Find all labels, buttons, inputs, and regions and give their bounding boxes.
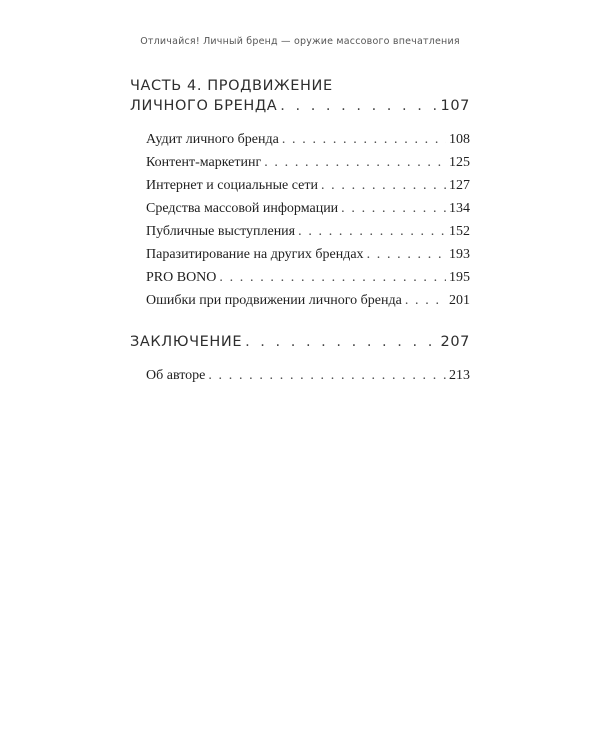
- toc-entry: [146, 151, 470, 174]
- table-of-contents: [130, 76, 470, 387]
- toc-entry: [146, 364, 470, 387]
- part-title-line1: ЧАСТЬ 4. ПРОДВИЖЕНИЕ: [130, 78, 333, 94]
- chapter-page-number: 125: [449, 155, 470, 170]
- toc-entry: [146, 197, 470, 220]
- part-title-line2: ЛИЧНОГО БРЕНДА: [130, 98, 278, 114]
- part-title-row: [130, 96, 470, 116]
- toc-entry: [146, 243, 470, 266]
- toc-entry: [146, 266, 470, 289]
- about-title: Об авторе: [146, 368, 206, 383]
- part-page-number: 107: [440, 98, 470, 114]
- leader-dots: [280, 96, 437, 116]
- leader-dots: [298, 220, 446, 243]
- running-head: Отличайся! Личный бренд — оружие массового впечатления: [140, 36, 460, 47]
- chapter-title: Аудит личного бренда: [146, 132, 279, 147]
- chapter-list: [146, 128, 470, 312]
- leader-dots: [367, 243, 446, 266]
- chapter-page-number: 195: [449, 270, 470, 285]
- about-page-number: 213: [449, 368, 470, 383]
- toc-entry: [146, 128, 470, 151]
- chapter-page-number: 201: [449, 293, 470, 308]
- leader-dots: [208, 364, 446, 387]
- chapter-title: PRO BONO: [146, 270, 217, 285]
- chapter-page-number: 127: [449, 178, 470, 193]
- leader-dots: [264, 151, 446, 174]
- conclusion-page-number: 207: [440, 334, 470, 350]
- toc-entry: [146, 174, 470, 197]
- chapter-title: Интернет и социальные сети: [146, 178, 318, 193]
- chapter-page-number: 152: [449, 224, 470, 239]
- after-list: [146, 364, 470, 387]
- leader-dots: [341, 197, 446, 220]
- leader-dots: [321, 174, 446, 197]
- chapter-title: Средства массовой информации: [146, 201, 339, 216]
- chapter-title: Публичные выступления: [146, 224, 296, 239]
- toc-entry: [146, 220, 470, 243]
- part-heading: [130, 76, 470, 116]
- toc-entry: [146, 289, 470, 312]
- leader-dots: [405, 289, 446, 312]
- leader-dots: [245, 332, 437, 352]
- chapter-title: Контент-маркетинг: [146, 155, 262, 170]
- chapter-page-number: 108: [449, 132, 470, 147]
- chapter-page-number: 134: [449, 201, 470, 216]
- chapter-page-number: 193: [449, 247, 470, 262]
- conclusion-title: ЗАКЛЮЧЕНИЕ: [130, 334, 243, 350]
- chapter-title: Ошибки при продвижении личного бренда: [146, 293, 402, 308]
- chapter-title: Паразитирование на других брендах: [146, 247, 364, 262]
- conclusion-heading: [130, 332, 470, 352]
- leader-dots: [219, 266, 446, 289]
- leader-dots: [282, 128, 446, 151]
